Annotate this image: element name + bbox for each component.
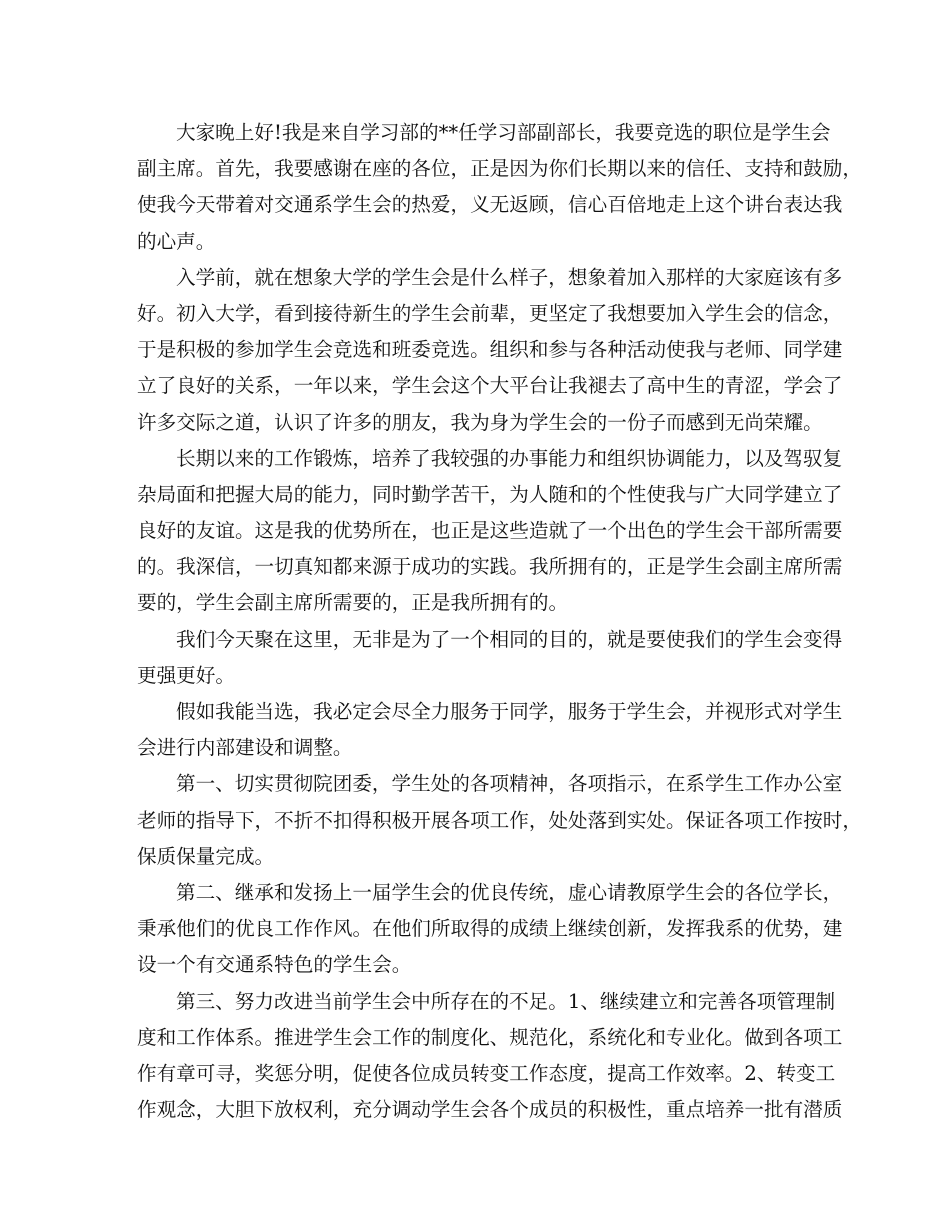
text-line: 第二、继承和发扬上一届学生会的优良传统，虚心请教原学生会的各位学长， xyxy=(176,880,843,904)
text-line: 第三、努力改进当前学生会中所存在的不足。1、继续建立和完善各项管理制 xyxy=(176,989,836,1013)
text-line: 假如我能当选，我必定会尽全力服务于同学，服务于学生会，并视形式对学生 xyxy=(176,700,843,723)
text-line: 使我今天带着对交通系学生会的热爱，义无返顾，信心百倍地走上这个讲台表达我 xyxy=(137,193,843,217)
text-line: 要的，学生会副主席所需要的，正是我所拥有的。 xyxy=(137,591,569,615)
text-line: 保质保量完成。 xyxy=(137,844,275,868)
text-line: 度和工作体系。推进学生会工作的制度化、规范化，系统化和专业化。做到各项工 xyxy=(137,1025,843,1049)
document-body xyxy=(137,115,862,1128)
text-line: 作观念，大胆下放权利，充分调动学生会各个成员的积极性，重点培养一批有潜质 xyxy=(137,1098,843,1122)
text-line: 许多交际之道，认识了许多的朋友，我为身为学生会的一份子而感到无尚荣耀。 xyxy=(137,410,823,434)
text-line: 良好的友谊。这是我的优势所在，也正是这些造就了一个出色的学生会干部所需要 xyxy=(137,519,843,543)
text-line: 长期以来的工作锻炼，培养了我较强的办事能力和组织协调能力，以及驾驭复 xyxy=(176,446,843,470)
text-line: 老师的指导下，不折不扣得积极开展各项工作，处处落到实处。保证各项工作按时， xyxy=(137,808,862,832)
text-line: 会进行内部建设和调整。 xyxy=(137,736,353,760)
text-line: 杂局面和把握大局的能力，同时勤学苦干，为人随和的个性使我与广大同学建立了 xyxy=(137,482,843,506)
text-line: 大家晚上好!我是来自学习部的**任学习部副部长，我要竞选的职位是学生会 xyxy=(176,121,831,144)
text-line: 秉承他们的优良工作作风。在他们所取得的成绩上继续创新，发挥我系的优势，建 xyxy=(137,917,843,941)
text-line: 立了良好的关系，一年以来，学生会这个大平台让我褪去了高中生的青涩，学会了 xyxy=(137,374,843,398)
text-line: 于是积极的参加学生会竞选和班委竞选。组织和参与各种活动使我与老师、同学建 xyxy=(137,338,843,362)
text-line: 的。我深信，一切真知都来源于成功的实践。我所拥有的，正是学生会副主席所需 xyxy=(137,555,843,579)
text-line: 第一、切实贯彻院团委，学生处的各项精神，各项指示，在系学生工作办公室 xyxy=(176,772,843,796)
text-line: 的心声。 xyxy=(137,229,216,253)
text-line: 作有章可寻，奖惩分明，促使各位成员转变工作态度，提高工作效率。2、转变工 xyxy=(137,1061,836,1085)
text-line: 副主席。首先，我要感谢在座的各位，正是因为你们长期以来的信任、支持和鼓励， xyxy=(137,157,862,181)
text-line: 更强更好。 xyxy=(137,663,235,687)
text-line: 设一个有交通系特色的学生会。 xyxy=(137,953,412,977)
text-line: 入学前，就在想象大学的学生会是什么样子，想象着加入那样的大家庭该有多 xyxy=(176,265,843,289)
text-line: 我们今天聚在这里，无非是为了一个相同的目的，就是要使我们的学生会变得 xyxy=(176,627,843,651)
text-line: 好。初入大学，看到接待新生的学生会前辈，更坚定了我想要加入学生会的信念， xyxy=(137,301,843,325)
